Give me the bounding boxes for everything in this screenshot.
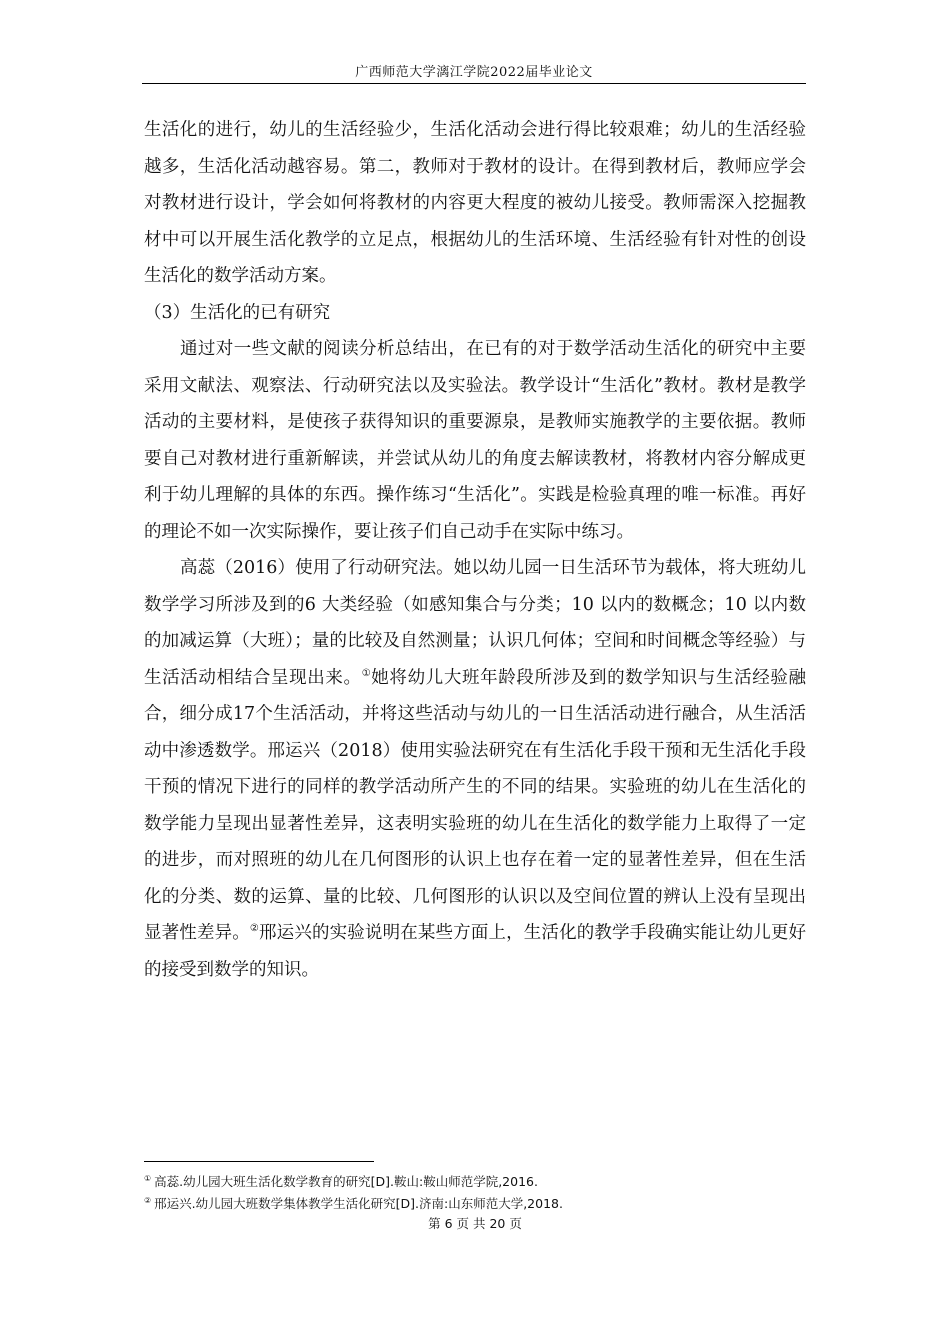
paragraph-1: 生活化的进行，幼儿的生活经验少，生活化活动会进行得比较艰难；幼儿的生活经验越多，生活化活动越容易。第二，教师对于教材的设计。在得到教材后，教师应学会对教材进行设计，学会如何将教材的内容更大程度的被幼儿接受。教师需深入挖掘教材中可以开展生活化教学的立足点，根据幼儿的生活环境、生活经验有针对性的创设生活化的数学活动方案。 [144,120,806,286]
footnote-rule [144,1161,374,1162]
page-header: 广西师范大学漓江学院2022届毕业论文 [355,65,593,80]
footnote-2-text: 邢运兴.幼儿园大班数学集体教学生活化研究[D].济南:山东师范大学,2018. [154,1196,563,1211]
section-heading: （3）生活化的已有研究 [144,302,331,323]
footnote-ref-2[interactable]: ② [249,923,260,935]
paragraph-3-part-2: 她将幼儿大班年龄段所涉及到的数学知识与生活经验融合，细分成17个生活活动，并将这些活动与幼儿的一日生活活动进行融合，从生活活动中渗透数学。邢运兴（2018）使用实验法研究在有生活化手段干预和无生活化手段干预的情况下进行的同样的教学活动所产生的不同的结果。实验班的幼儿在生活化的数学能力呈现出显著性差异，这表明实验班的幼儿在生活化的数学能力上取得了一定的进步，而对照班的幼儿在几何图形的认识上也存在着一定的显著性差异，但在生活化的分类、数的运算、量的比较、几何图形的认识以及空间位置的辨认上没有呈现出显著性差异。 [144,667,807,943]
header-rule [142,83,806,84]
footnote-2 [144,1193,806,1215]
paragraph-3-part-3: 邢运兴的实验说明在某些方面上，生活化的教学手段确实能让幼儿更好的接受到数学的知识。 [144,923,807,980]
footnote-ref-1[interactable]: ① [361,667,372,679]
paragraph-3-part-1: 高蕊（2016）使用了行动研究法。她以幼儿园一日生活环节为载体，将大班幼儿数学学习所涉及到的6 大类经验（如感知集合与分类；10 以内的数概念；10 以内数的加减运算（大班）；量的比较及自然测量；认识几何体；空间和时间概念等经验）与生活活动相结合呈现出来。 [144,558,806,688]
paragraph-2: 通过对一些文献的阅读分析总结出，在已有的对于数学活动生活化的研究中主要采用文献法、观察法、行动研究法以及实验法。教学设计“生活化”教材。教材是教学活动的主要材料，是使孩子获得知识的重要源泉，是教师实施教学的主要依据。教师要自己对教材进行重新解读，并尝试从幼儿的角度去解读教材，将教材内容分解成更利于幼儿理解的具体的东西。操作练习“生活化”。实践是检验真理的唯一标准。再好的理论不如一次实际操作，要让孩子们自己动手在实际中练习。 [144,339,806,542]
body-text [144,112,806,988]
footnote-1 [144,1171,806,1193]
footnote-1-text: 高蕊.幼儿园大班生活化数学教育的研究[D].鞍山:鞍山师范学院,2016. [154,1174,538,1189]
footnote-1-mark: ① [144,1173,152,1183]
page-number: 第 6 页 共 20 页 [428,1216,522,1231]
footnote-2-mark: ② [144,1195,152,1205]
paragraph-3 [144,550,806,988]
footnotes [144,1171,806,1215]
